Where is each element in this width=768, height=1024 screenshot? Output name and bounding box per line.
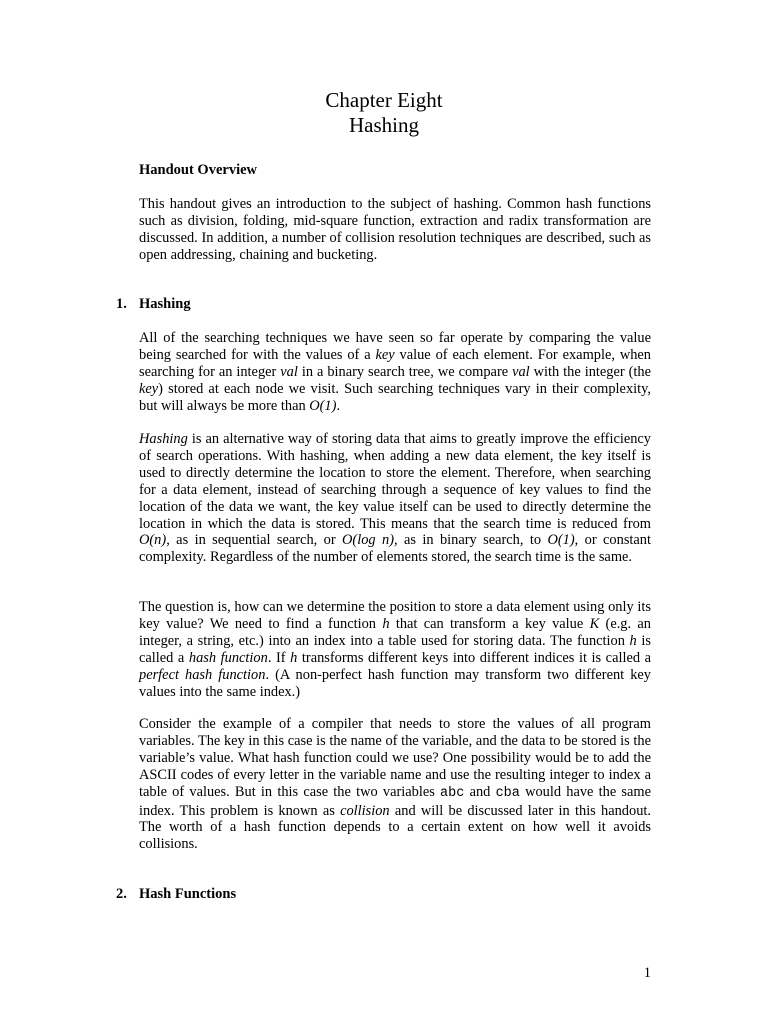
overview-paragraph: This handout gives an introduction to the subject of hashing. Common hash functions such as division, folding, mid-square function, extraction and radix transformation are discussed. In addition, a number of collision resolution techniques are described, such as open addressing, chaining and bucketing. [139,196,651,263]
hashing-paragraph-1: All of the searching techniques we have seen so far operate by comparing the value being searched for with the values of a key value of each element. For example, when searching for an integer val in a binary search tree, we compare val with the integer (the key) stored at each node we visit. Such searching techniques vary in their complexity, but will always be more than O(1). [139,330,651,414]
section-number: 2. [116,886,127,902]
overview-heading: Handout Overview [139,162,258,178]
section-heading-hashing [116,296,191,313]
hashing-paragraph-4: Consider the example of a compiler that needs to store the values of all program variables. The key in this case is the name of the variable, and the data to be stored is the variable’s value. What hash function could we use? One possibility would be to add the ASCII codes of every letter in the variable name and use the resulting integer to index a table of values. But in this case the two variables abc and cba would have the same index. This problem is known as collision and will be discussed later in this handout. The worth of a hash function depends to a certain extent on how well it avoids collisions. [139,716,651,853]
page-number: 1 [643,965,651,981]
hashing-paragraph-2: Hashing is an alternative way of storing data that aims to greatly improve the efficiency of search operations. With hashing, when adding a new data element, the key itself is used to directly determine the location to store the element. Therefore, when searching for a data element, instead of searching through a sequence of key values to find the location of the data we want, the key value itself can be used to directly determine the location in which the data is stored. This means that the search time is reduced from O(n), as in sequential search, or O(log n), as in binary search, to O(1), or constant complexity. Regardless of the number of elements stored, the search time is the same. [139,431,651,566]
chapter-title: Hashing [349,113,419,137]
section-heading-hash-functions [116,886,236,903]
chapter-heading [0,88,768,138]
section-title: Hashing [139,296,191,312]
hashing-paragraph-3: The question is, how can we determine the position to store a data element using only its key value? We need to find a function h that can transform a key value K (e.g. an integer, a string, etc.) into an index into a table used for storing data. The function h is called a hash function. If h transforms different keys into different indices it is called a perfect hash function. (A non-perfect hash function may transform two different key values into the same index.) [139,599,652,700]
section-title: Hash Functions [139,886,237,902]
chapter-label: Chapter Eight [325,88,443,112]
section-number: 1. [116,296,127,312]
